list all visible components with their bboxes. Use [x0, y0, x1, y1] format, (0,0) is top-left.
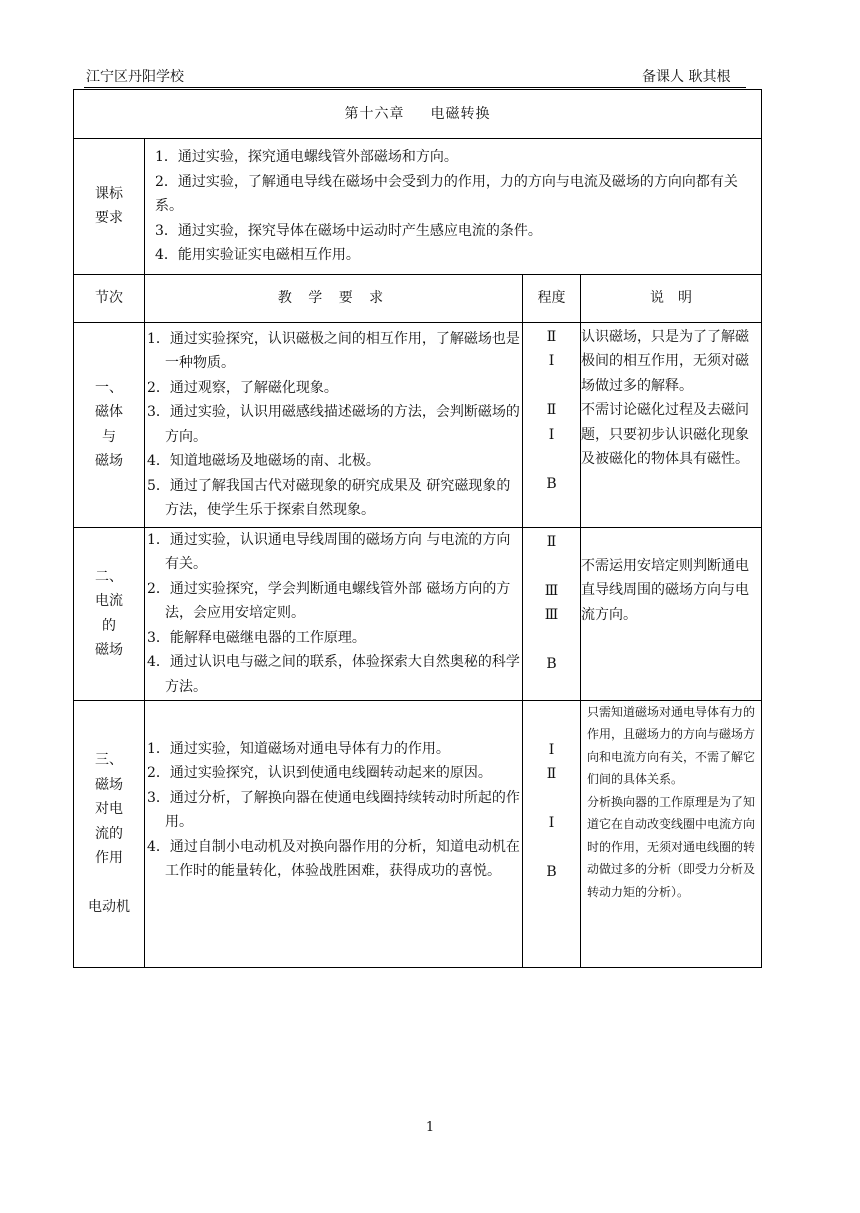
- section-requirements: [145, 527, 523, 700]
- section-note: 只需知道磁场对通电导体有力的作用，且磁场力的方向与磁场方向和电流方向有关，不需了解它们间的具体关系。 分析换向器的工作原理是为了知道它在自动改变线圈中电流方向时的作用，无须对通电线圈的转动做过多的分析（即受力分析及转动力矩的分析）。: [581, 700, 762, 967]
- standards-item: 4．能用实验证实电磁相互作用。: [155, 247, 360, 263]
- col-header-section: 节次: [74, 274, 145, 322]
- section-note: 认识磁场，只是为了了解磁极间的相互作用，无须对磁场做过多的解释。 不需讨论磁化过程及去磁问题，只要初步认识磁化现象及被磁化的物体具有磁性。: [581, 322, 762, 527]
- requirement-item: 5．通过了解我国古代对磁现象的研究成果及 研究磁现象的方法，使学生乐于探索自然现象。: [147, 477, 511, 518]
- standards-item: 1．通过实验，探究通电螺线管外部磁场和方向。: [155, 149, 458, 165]
- standards-row: [74, 139, 762, 275]
- title-row: [74, 90, 762, 139]
- standards-list: [145, 139, 762, 275]
- school-name: 江宁区丹阳学校: [86, 69, 184, 85]
- section-degree: Ⅰ Ⅱ Ⅰ B: [523, 700, 581, 967]
- section-label: 三、 磁场 对电 流的 作用 电动机: [74, 700, 145, 967]
- requirement-item: 1．通过实验探究，认识磁极之间的相互作用，了解磁场也是一种物质。: [147, 330, 520, 371]
- section-degree: Ⅱ Ⅲ Ⅲ B: [523, 527, 581, 700]
- teacher-name: 备课人 耿其根: [642, 69, 731, 85]
- col-header-notes: 说 明: [581, 274, 762, 322]
- standards-label: 课标 要求: [74, 139, 145, 275]
- page-number: 1: [425, 1120, 435, 1135]
- header-rule: [84, 87, 746, 88]
- requirement-item: 1．通过实验，认识通电导线周围的磁场方向 与电流的方向有关。: [147, 531, 511, 573]
- standards-item: 3．通过实验，探究导体在磁场中运动时产生感应电流的条件。: [155, 222, 542, 239]
- requirement-item: 3．能解释电磁继电器的工作原理。: [147, 629, 366, 646]
- requirement-item: 2．通过观察，了解磁化现象。: [147, 379, 338, 396]
- section-row: [74, 700, 762, 967]
- section-degree: Ⅱ Ⅰ Ⅱ Ⅰ B: [523, 322, 581, 527]
- chapter-name: 电磁转换: [430, 105, 491, 122]
- requirement-item: 1．通过实验，知道磁场对通电导体有力的作用。: [147, 740, 450, 757]
- requirement-item: 4．通过自制小电动机及对换向器作用的分析，知道电动机在工作时的能量转化，体验战胜困难，获得成功的喜悦。: [147, 838, 520, 879]
- section-row: [74, 527, 762, 700]
- section-requirements: [145, 322, 523, 527]
- standards-item: 2．通过实验，了解通电导线在磁场中会受到力的作用，力的方向与电流及磁场的方向向都有关系。: [155, 173, 738, 214]
- section-row: [74, 322, 762, 527]
- section-note: 不需运用安培定则判断通电直导线周围的磁场方向与电流方向。: [581, 527, 762, 700]
- section-requirements: [145, 700, 523, 967]
- col-header-requirements: 教 学 要 求: [145, 274, 523, 322]
- requirement-item: 3．通过分析，了解换向器在使通电线圈持续转动时所起的作用。: [147, 789, 520, 830]
- requirement-item: 2．通过实验探究，认识到使通电线圈转动起来的原因。: [147, 765, 492, 781]
- column-header-row: [74, 274, 762, 322]
- section-label: 二、 电流 的 磁场: [74, 527, 145, 700]
- col-header-degree: 程度: [523, 274, 581, 322]
- requirement-item: 2．通过实验探究，学会判断通电螺线管外部 磁场方向的方法，会应用安培定则。: [147, 580, 511, 622]
- chapter-title: [74, 90, 762, 139]
- requirement-item: 4．知道地磁场及地磁场的南、北极。: [147, 453, 380, 469]
- requirement-item: 3．通过实验，认识用磁感线描述磁场的方法，会判断磁场的方向。: [147, 404, 520, 445]
- lesson-plan-table: [73, 89, 762, 968]
- section-label: 一、 磁体 与 磁场: [74, 322, 145, 527]
- chapter-number: 第十六章: [344, 105, 405, 122]
- requirement-item: 4．通过认识电与磁之间的联系，体验探索大自然奥秘的科学方法。: [147, 654, 520, 695]
